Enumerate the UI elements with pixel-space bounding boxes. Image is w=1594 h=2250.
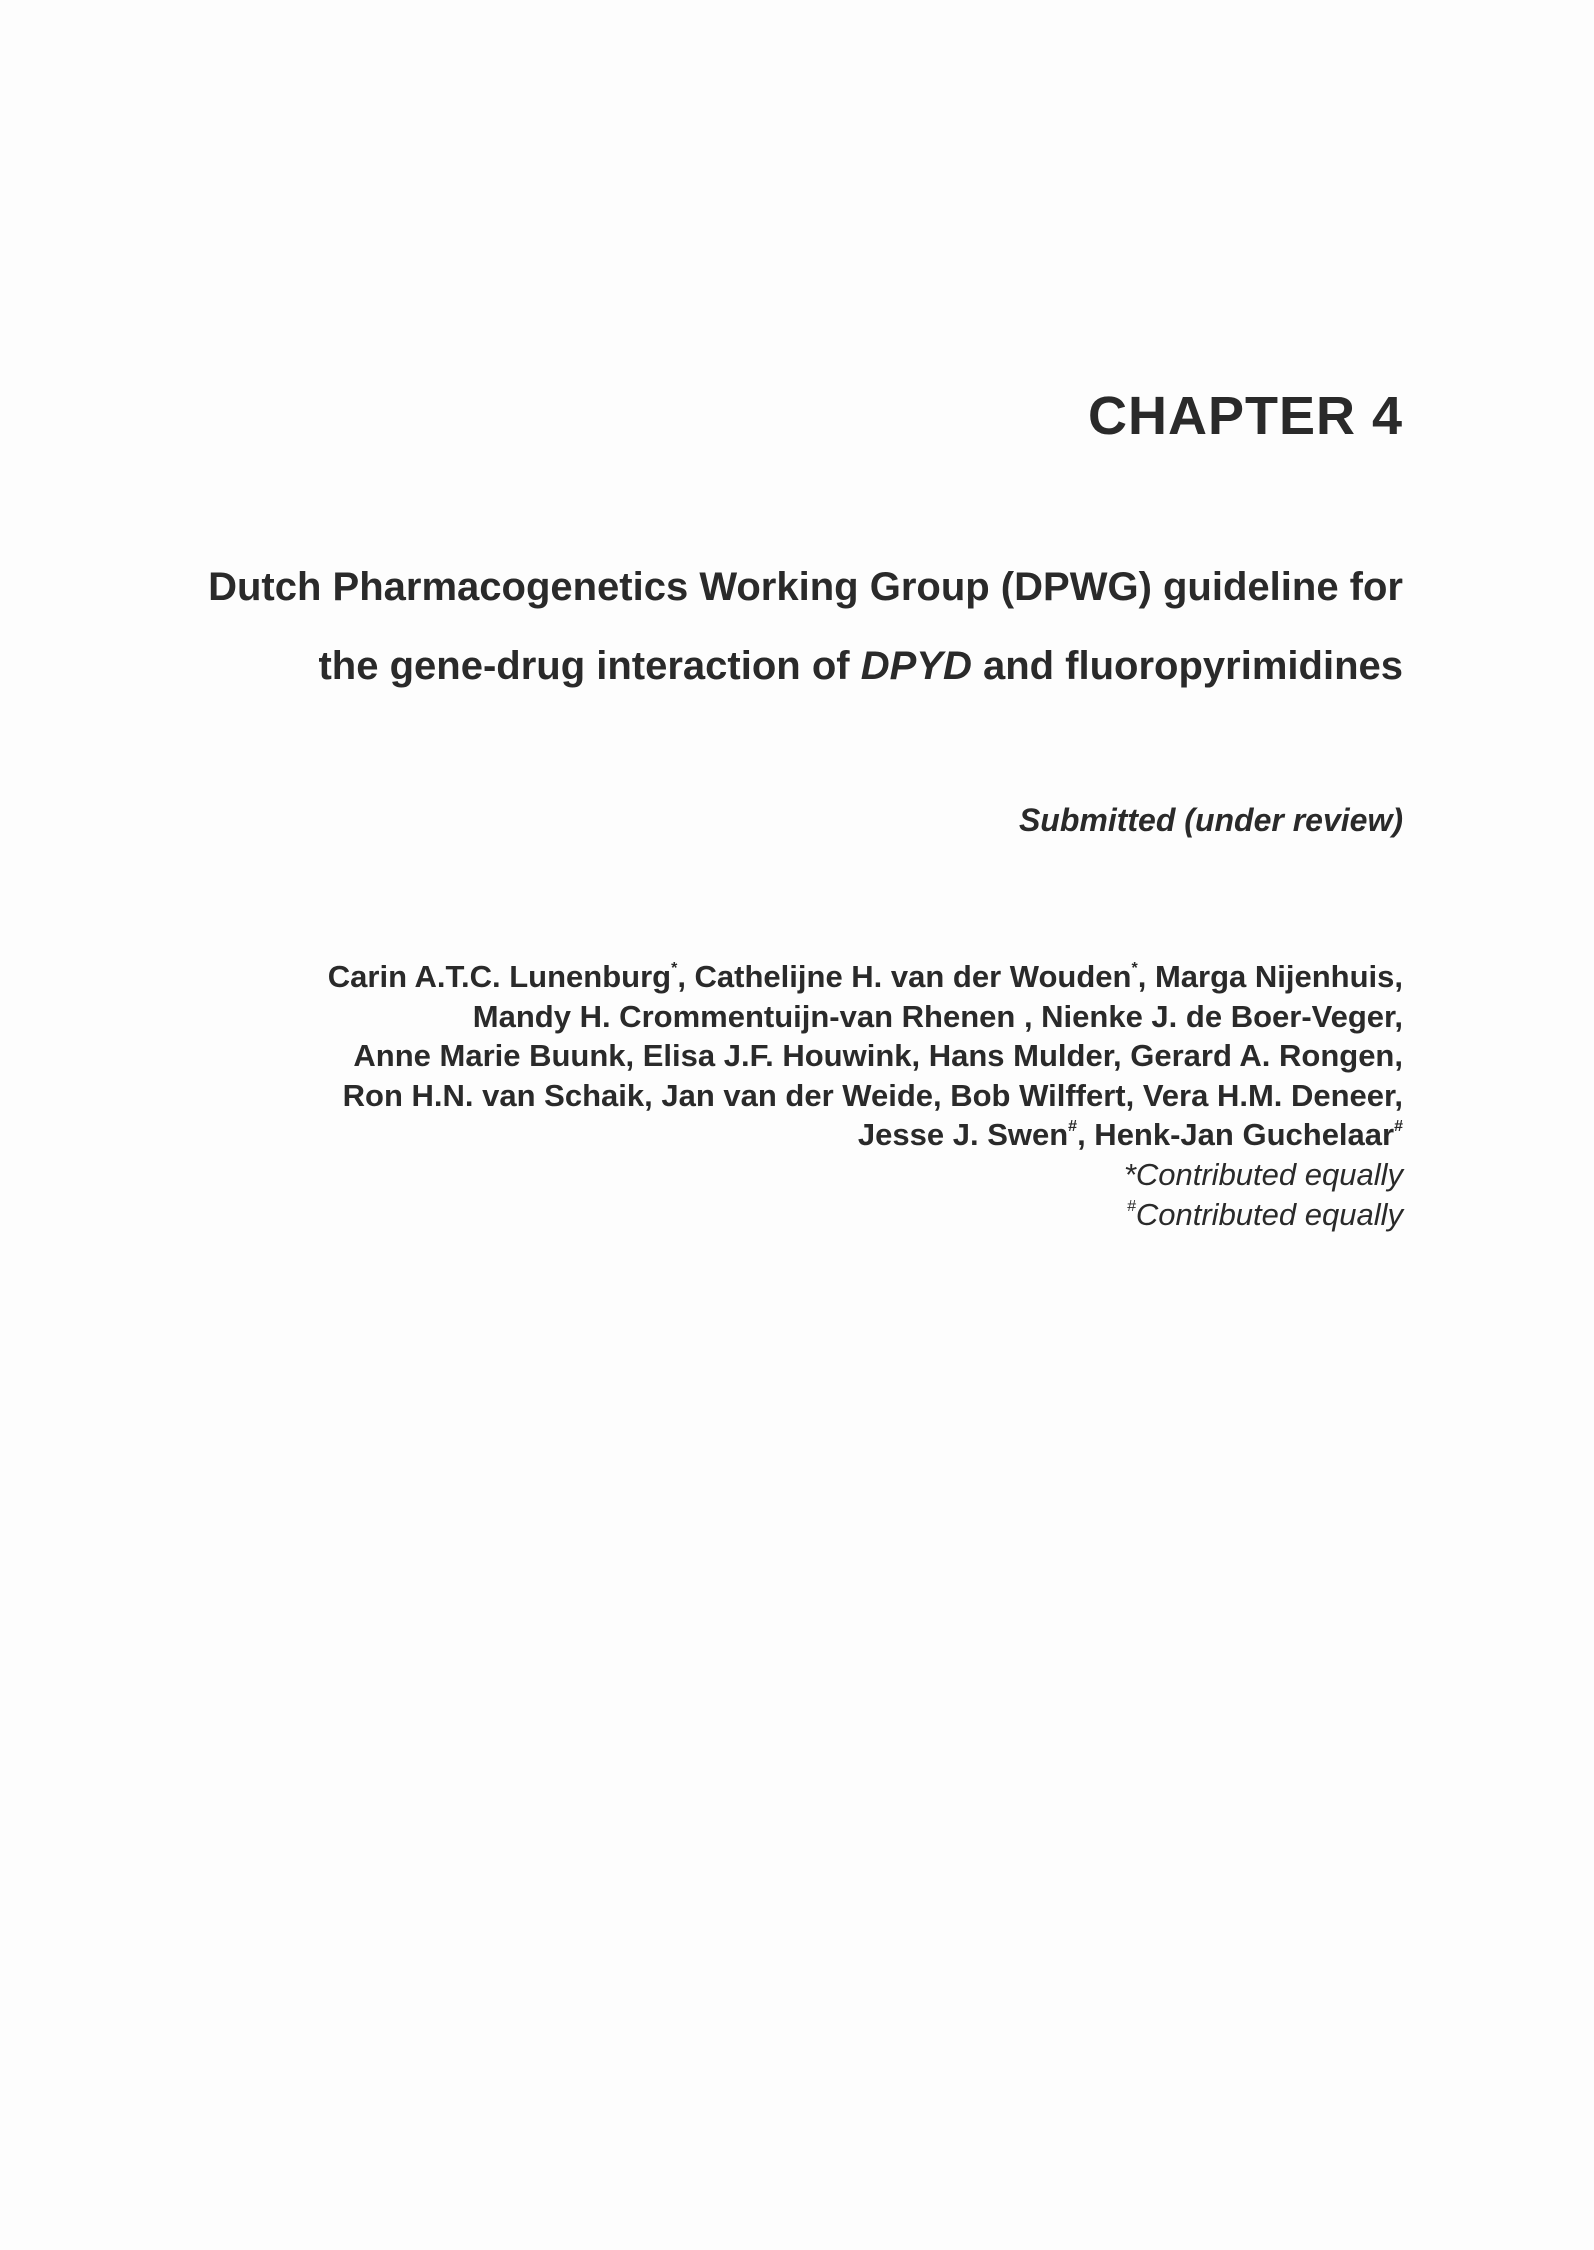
author-text: Jesse J. Swen — [857, 1117, 1069, 1152]
author-line-3: Anne Marie Buunk, Elisa J.F. Houwink, Hans Mulder, Gerard A. Rongen, — [353, 1038, 1403, 1073]
author-list — [328, 957, 1403, 1155]
contribution-notes — [1124, 1155, 1403, 1234]
author-text: Carin A.T.C. Lunenburg — [327, 959, 672, 994]
title-line-2 — [208, 627, 1403, 706]
title-text-after-gene: and fluoropyrimidines — [971, 644, 1403, 688]
note-equal-contribution-star: *Contributed equally — [1123, 1157, 1403, 1192]
author-text: , Cathelijne H. van der Wouden — [677, 959, 1132, 994]
chapter-heading: CHAPTER 4 — [1087, 386, 1403, 446]
note-text: Contributed equally — [1135, 1196, 1403, 1232]
author-line-2: Mandy H. Crommentuijn-van Rhenen , Nienke J. de Boer-Veger, — [472, 998, 1403, 1034]
contribution-mark: * — [671, 960, 678, 977]
author-line-4: Ron H.N. van Schaik, Jan van der Weide, Bob Wilffert, Vera H.M. Deneer, — [342, 1077, 1403, 1113]
chapter-title — [208, 548, 1403, 706]
title-text-before-gene: the gene-drug interaction of — [318, 644, 861, 688]
contribution-mark: # — [1068, 1118, 1078, 1135]
contribution-mark: # — [1394, 1118, 1403, 1135]
contribution-mark: # — [1126, 1197, 1136, 1215]
author-text: , Marga Nijenhuis, — [1137, 959, 1403, 994]
author-line-1 — [328, 957, 1403, 997]
gene-name: DPYD — [860, 644, 972, 688]
title-line-1: Dutch Pharmacogenetics Working Group (DPWG) guideline for — [208, 565, 1403, 609]
contribution-mark: * — [1131, 960, 1138, 977]
author-text: , Henk-Jan Guchelaar — [1077, 1117, 1395, 1152]
author-line-5 — [328, 1115, 1403, 1155]
publication-status: Submitted (under review) — [1018, 802, 1403, 838]
note-equal-contribution-hash — [1124, 1195, 1403, 1235]
